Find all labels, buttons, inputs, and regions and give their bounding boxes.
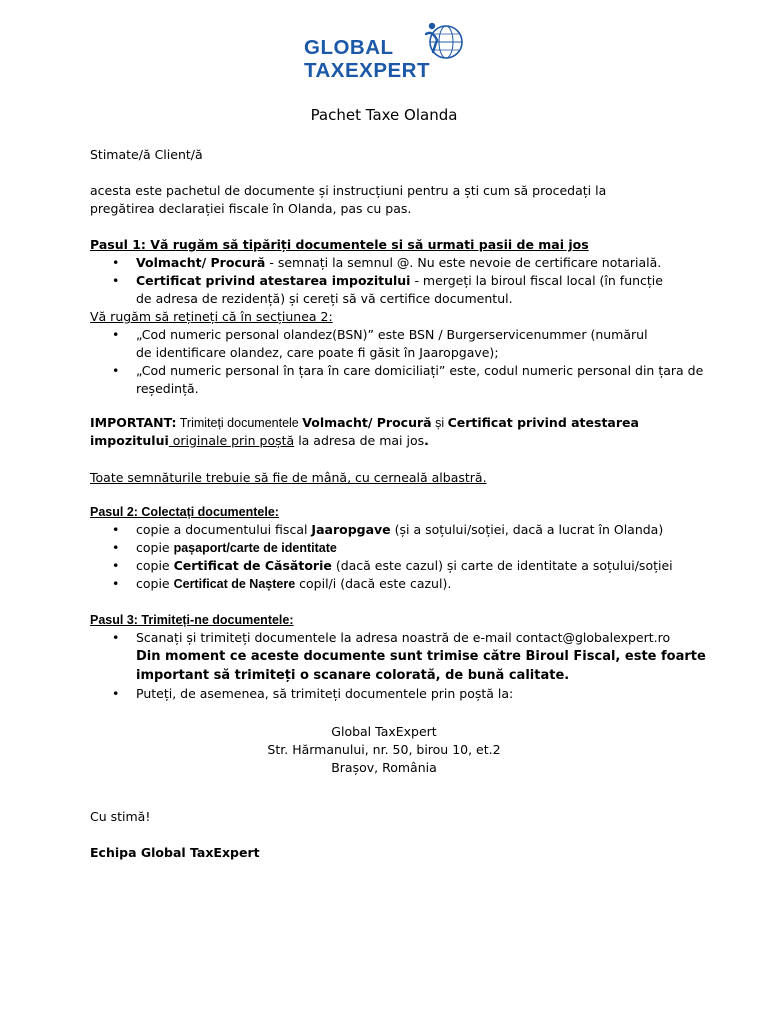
item-text: copie: [136, 576, 174, 591]
list-item: [90, 539, 710, 557]
logo-text: [304, 36, 430, 82]
notice-text: la adresa de mai jos: [294, 433, 425, 448]
list-item: [90, 362, 710, 398]
notice-bold: Volmacht/ Procură: [302, 415, 432, 430]
item-text: de adresa de rezidență) și cereți să vă certifice documentul.: [136, 291, 513, 306]
postal-address: [90, 723, 678, 777]
intro-line: pregătirea declarației fiscale în Olanda, pas cu pas.: [90, 201, 412, 216]
item-text: - semnați la semnul @. Nu este nevoie de certificare notarială.: [265, 255, 662, 270]
step1-note: Vă rugăm să rețineți că în secțiunea 2:: [90, 309, 333, 324]
list-item: [90, 326, 710, 362]
list-item: [90, 521, 710, 539]
globe-icon: [422, 20, 464, 64]
item-text: copie: [136, 558, 174, 573]
list-item: [90, 557, 710, 575]
notice-underlined: originale prin poștă: [168, 433, 295, 448]
intro-paragraph: [90, 182, 710, 218]
item-bold: Jaaropgave: [311, 522, 391, 537]
item-bold: important să trimiteți o scanare colorată, de bună calitate.: [136, 668, 570, 683]
list-item: [90, 629, 710, 685]
important-notice: [90, 414, 710, 450]
item-bold: Certificat de Naștere: [173, 577, 296, 591]
item-text: copil/i (dacă este cazul).: [295, 576, 452, 591]
company-logo: [300, 18, 470, 88]
step2-heading: Pasul 2: Colectați documentele:: [90, 505, 279, 519]
signatures-note: Toate semnăturile trebuie să fie de mână, cu cerneală albastră.: [90, 470, 487, 485]
item-text: (și a soțului/soției, dacă a lucrat în Olanda): [390, 522, 664, 537]
greeting: Stimate/ă Client/ă: [90, 147, 203, 162]
list-item: [90, 575, 710, 593]
step3-heading: Pasul 3: Trimiteți-ne documentele:: [90, 613, 294, 627]
notice-text: .: [424, 433, 429, 448]
important-label: IMPORTANT:: [90, 415, 177, 430]
notice-text: și: [431, 416, 448, 430]
list-item: [90, 254, 710, 272]
item-text: Scanați și trimiteți documentele la adresa noastră de e-mail contact@globalexpert.ro: [136, 630, 671, 645]
item-text: (dacă este cazul) și carte de identitate a soțului/soției: [331, 558, 673, 573]
item-bold: pașaport/carte de identitate: [173, 541, 337, 555]
step3-section: [90, 611, 710, 703]
item-text: reședință.: [136, 381, 199, 396]
item-bold: Volmacht/ Procură: [136, 255, 266, 270]
item-text: - mergeți la biroul fiscal local (în funcție: [410, 273, 663, 288]
signature: Echipa Global TaxExpert: [90, 845, 260, 860]
item-bold: Din moment ce aceste documente sunt trimise către Biroul Fiscal, este foarte: [136, 649, 706, 664]
item-text: „Cod numeric personal olandez(BSN)” este BSN / Burgerservicenummer (numărul: [136, 327, 648, 342]
list-item: [90, 685, 710, 703]
item-text: de identificare olandez, care poate fi găsit în Jaaropgave);: [136, 345, 499, 360]
logo-line-2: TAXEXPERT: [304, 59, 430, 82]
logo-line-1: GLOBAL: [304, 36, 394, 59]
item-text: copie: [136, 540, 174, 555]
item-bold: Certificat privind atestarea impozitului: [136, 273, 411, 288]
step1-section: [90, 236, 710, 398]
item-bold: Certificat de Căsătorie: [173, 558, 332, 573]
notice-text: Trimiteți documentele: [176, 416, 303, 430]
item-text: „Cod numeric personal în țara în care domiciliați” este, codul numeric personal din țara de: [136, 363, 704, 378]
intro-line: acesta este pachetul de documente și instrucțiuni pentru a ști cum să procedați la: [90, 183, 607, 198]
list-item: [90, 272, 710, 308]
closing: Cu stimă!: [90, 809, 151, 824]
item-text: copie a documentului fiscal: [136, 522, 312, 537]
document-title: Pachet Taxe Olanda: [310, 106, 458, 124]
item-text: Puteți, de asemenea, să trimiteți documentele prin poștă la:: [136, 686, 514, 701]
step1-heading: Pasul 1: Vă rugăm să tipăriți documentele si să urmati pasii de mai jos: [90, 237, 589, 252]
address-line: Str. Hărmanului, nr. 50, birou 10, et.2: [267, 742, 501, 757]
notice-bold: impozitului: [90, 433, 169, 448]
address-line: Brașov, România: [331, 760, 437, 775]
address-line: Global TaxExpert: [331, 724, 437, 739]
notice-bold: Certificat privind atestarea: [447, 415, 639, 430]
step2-section: [90, 503, 710, 593]
